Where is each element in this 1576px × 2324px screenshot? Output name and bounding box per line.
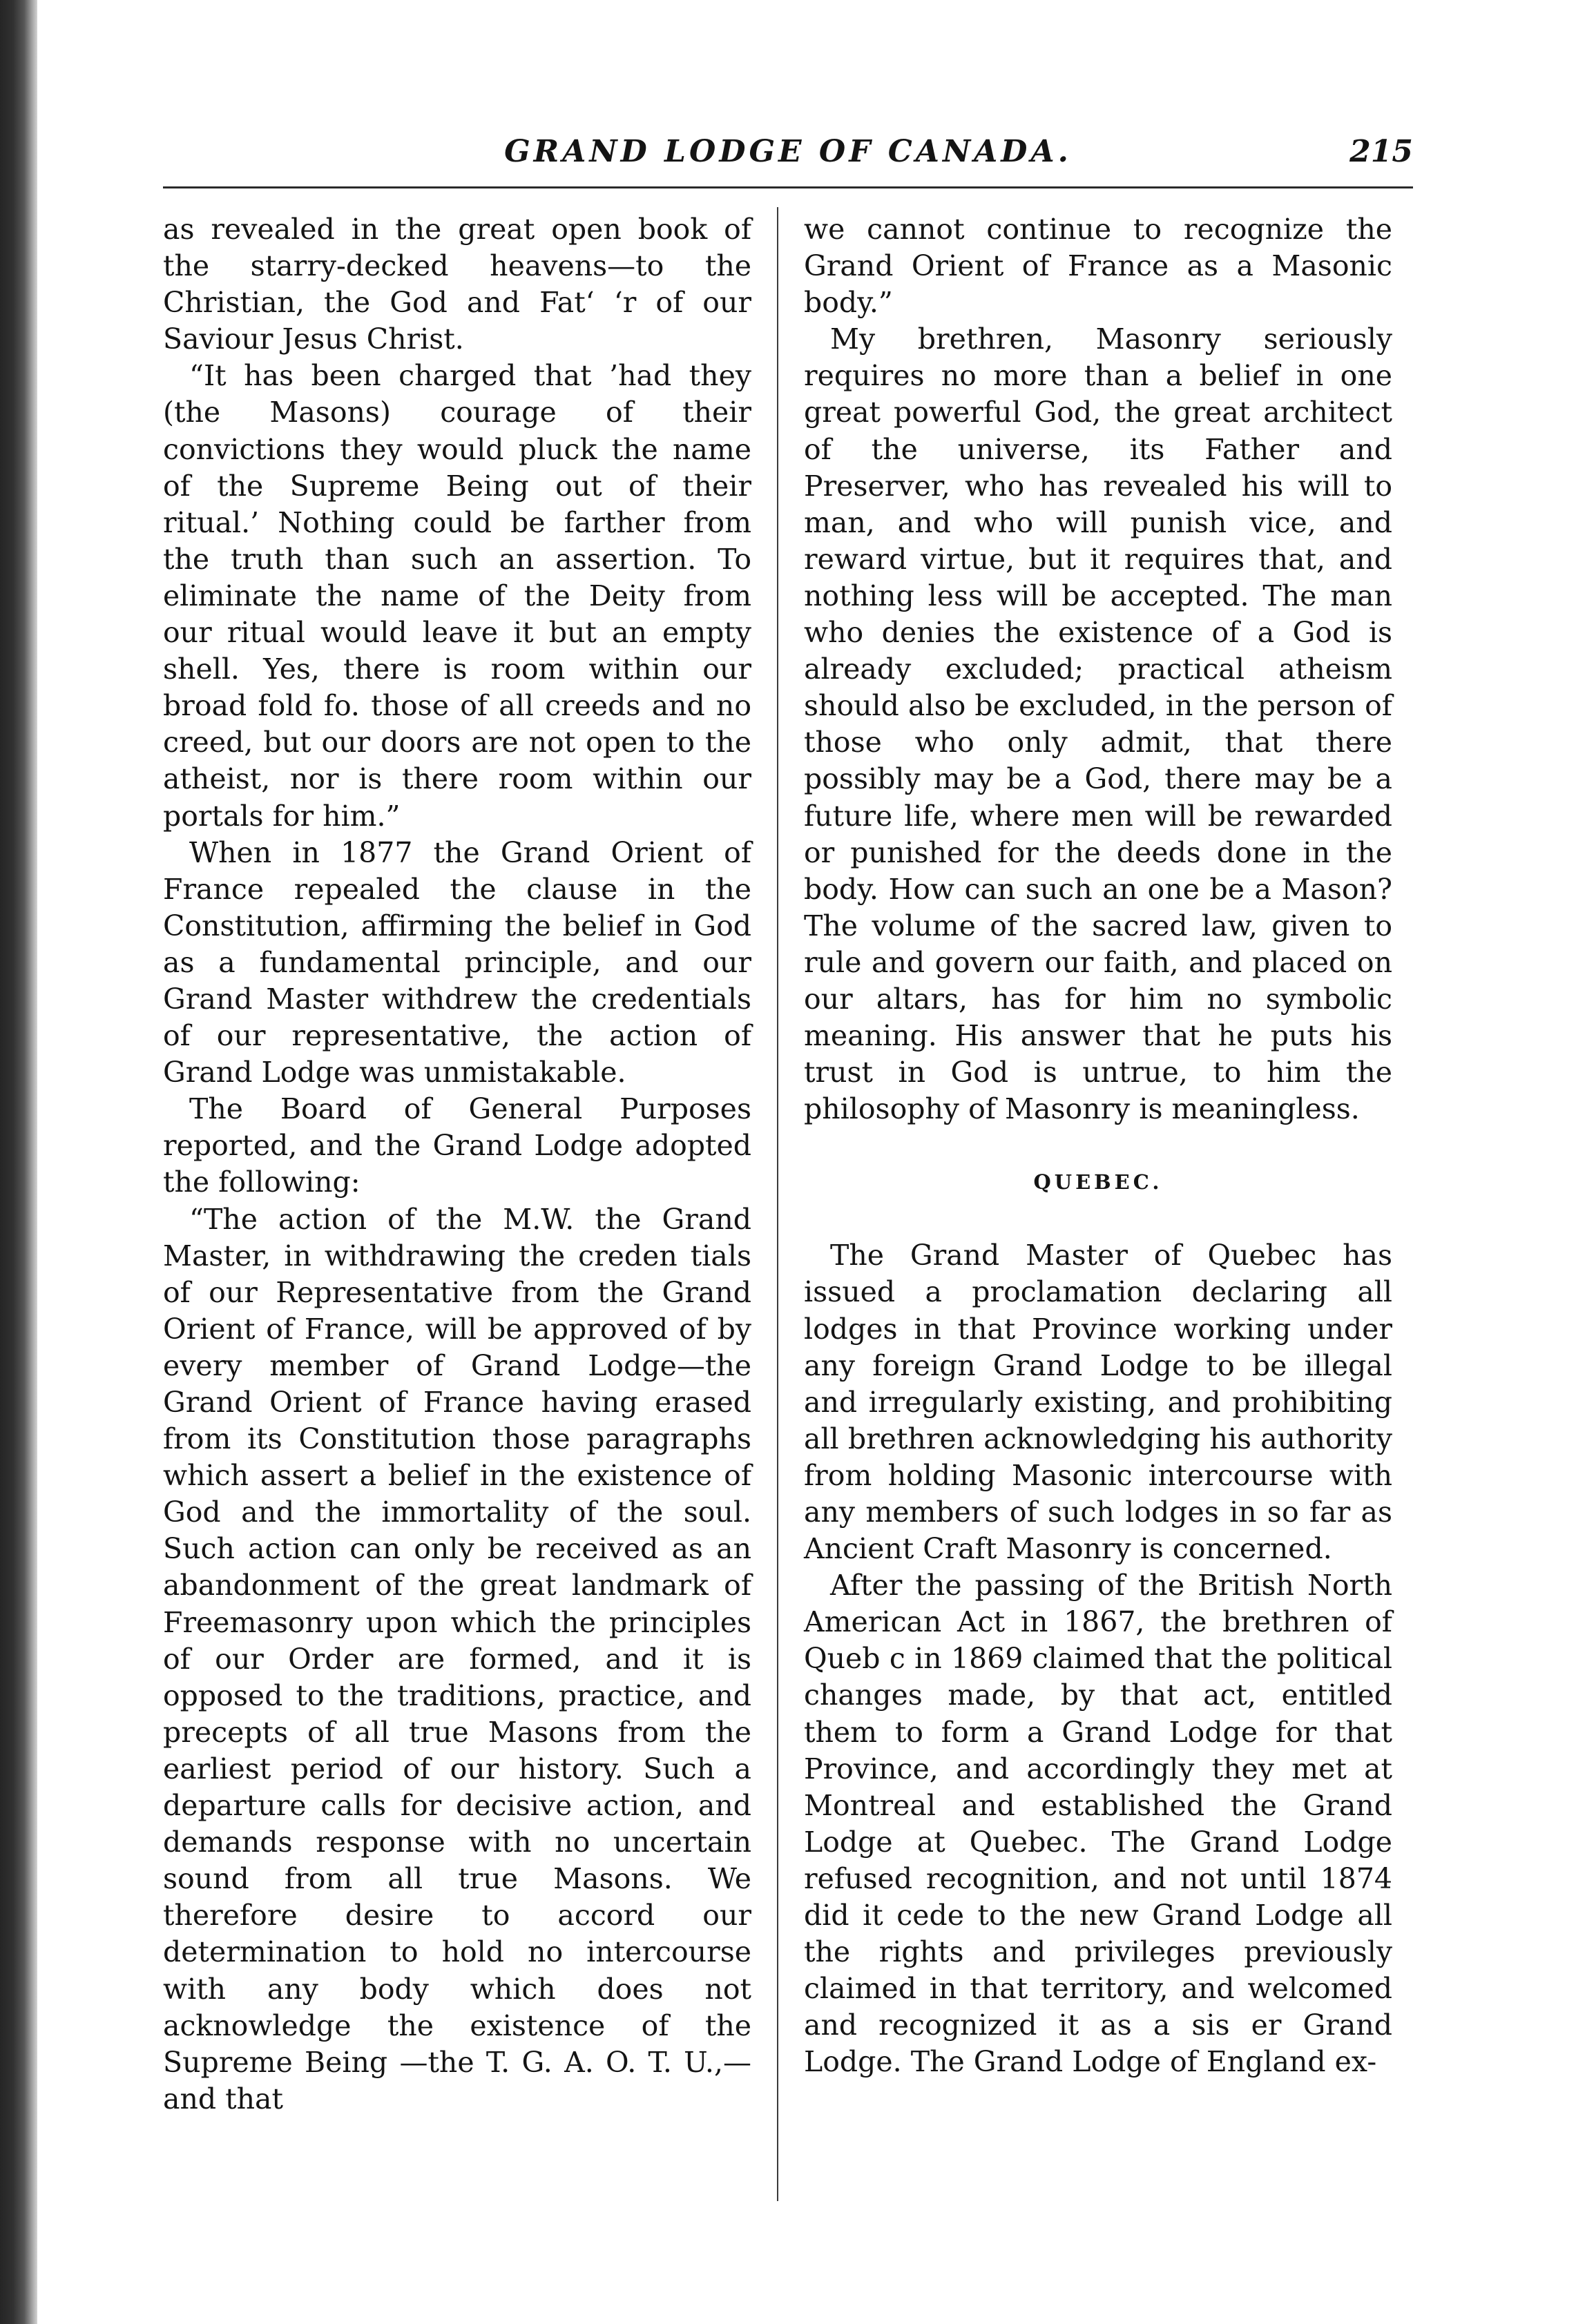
running-title: GRAND LODGE OF CANADA. <box>504 134 1072 169</box>
paragraph: “It has been charged that ’had they (the Masons) courage of their convictions they would pluck the name of the Supreme Being out of their ritual.’ Nothing could be farther from the truth than such an assertion. To eliminate the name of the Deity from our ritual would leave it but an empty shell. Yes, there is room within our broad fold fo. those of all creeds and no creed, but our doors are not open to the atheist, nor is there room within our portals for him.” <box>163 359 751 833</box>
paragraph: When in 1877 the Grand Orient of France repealed the clause in the Constitution, affirming the belief in God as a fundamental principle, and our Grand Master withdrew the credentials of our representative, the action of Grand Lodge was unmistakable. <box>163 835 751 1090</box>
paragraph: as revealed in the great open book of the starry-decked heavens—to the Christian, the God and Fat‘ ‘r of our Saviour Jesus Christ. <box>163 213 751 356</box>
column-divider <box>777 207 778 2201</box>
page-number: 215 <box>1349 134 1413 169</box>
header-rule <box>163 186 1413 188</box>
running-head <box>163 130 1413 174</box>
paragraph: “The action of the M.W. the Grand Master, in withdrawing the creden tials of our Representative from the Grand Orient of France, will be approved of by every member of Grand Lodge—the Grand Orient of France having erased from its Constitution those paragraphs which assert a belief in the existence of God and the immortality of the soul. Such action can only be received as an abandonment of the great landmark of Freemasonry upon which the principles of our Order are formed, and it is opposed to the traditions, practice, and precepts of all true Masons from the earliest period of our history. Such a departure calls for decisive action, and demands response with no uncertain sound from all true Masons. We therefore desire to accord our determination to hold no intercourse with any body which does not acknowledge the existence of the Supreme Being —the T. G. A. O. T. U.,—and that <box>163 1202 751 2115</box>
section-heading: QUEBEC. <box>1033 1170 1163 1194</box>
paragraph: we cannot continue to recognize the Grand Orient of France as a Masonic body.” <box>804 213 1392 320</box>
book-binding-edge <box>0 0 37 2324</box>
paragraph: After the passing of the British North American Act in 1867, the brethren of Queb c in 1869 claimed that the political changes made, by that act, entitled them to form a Grand Lodge for that Province, and accordingly they met at Montreal and established the Grand Lodge at Quebec. The Grand Lodge refused recognition, and not until 1874 did it cede to the new Grand Lodge all the rights and privileges previously claimed in that territory, and welcomed and recognized it as a sis er Grand Lodge. The Grand Lodge of England ex- <box>804 1569 1392 2079</box>
right-column <box>804 211 1392 2081</box>
paragraph: My brethren, Masonry seriously requires no more than a belief in one great powerful God, the great architect of the universe, its Father and Preserver, who has revealed his will to man, and who will punish vice, and reward virtue, but it requires that, and nothing less will be accepted. The man who denies the existence of a God is already excluded; practical atheism should also be excluded, in the person of those who only admit, that there possibly may be a God, there may be a future life, where men will be rewarded or punished for the deeds done in the body. How can such an one be a Mason? The volume of the sacred law, given to rule and govern our faith, and placed on our altars, has for him no symbolic meaning. His answer that he puts his trust in God is untrue, to him the philosophy of Masonry is meaningless. <box>804 322 1392 1126</box>
book-page <box>163 130 1413 2215</box>
left-column <box>163 211 751 2118</box>
paragraph: The Grand Master of Quebec has issued a proclamation declaring all lodges in that Province working under any foreign Grand Lodge to be illegal and irregularly existing, and prohibiting all brethren acknowledging his authority from holding Masonic intercourse with any members of such lodges in so far as Ancient Craft Masonry is concerned. <box>804 1239 1392 1566</box>
paragraph: The Board of General Purposes reported, and the Grand Lodge adopted the following: <box>163 1092 751 1199</box>
